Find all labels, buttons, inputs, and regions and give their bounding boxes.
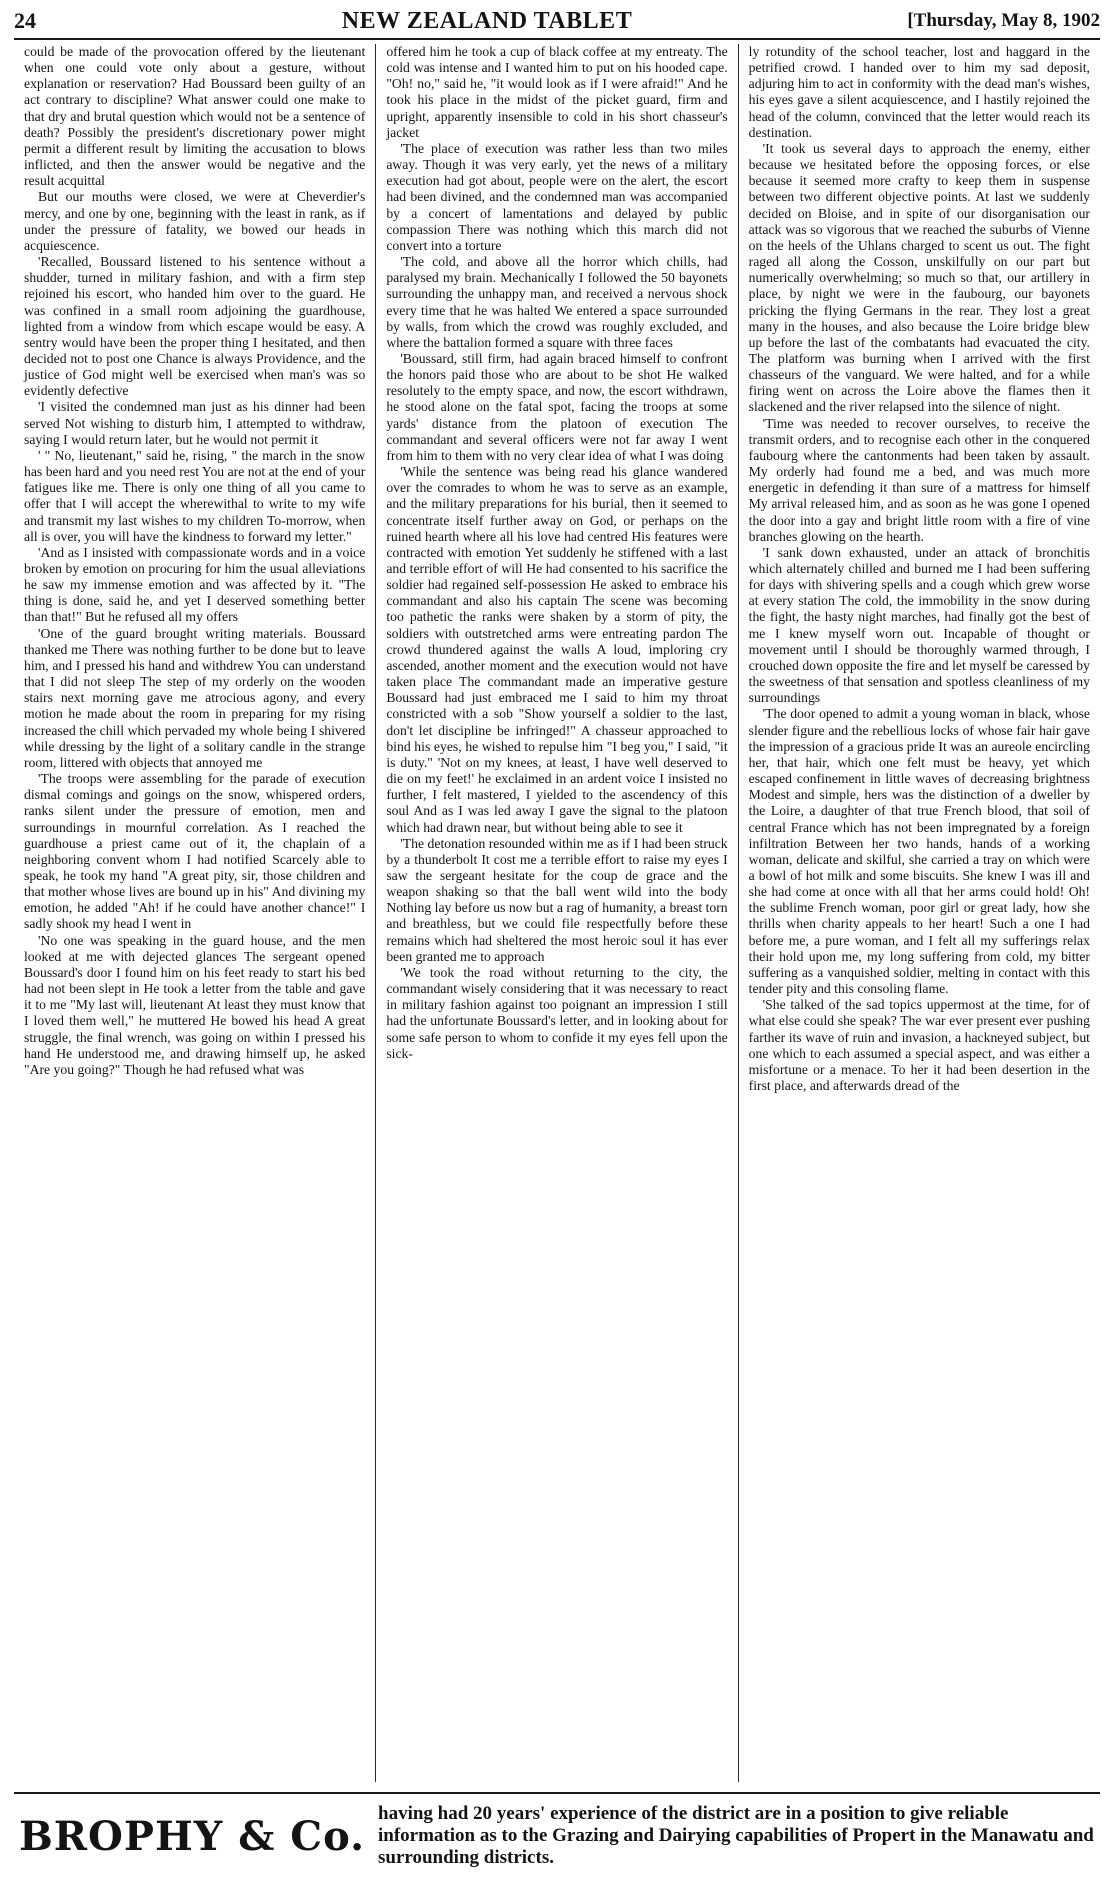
advertiser-name: BROPHY & Co. [18, 1812, 366, 1860]
paragraph: 'While the sentence was being read his glance wandered over the comrades to whom he was to serve as an example, and the military preparations for his burial, then it seemed to concentrate itself further away on God, or perhaps on the ruined hearth where all his love had centred His features were contracted with emotion Yet suddenly he stiffened with a last and terrible effort of will He had consented to his sacrifice the soldier had regained self-possession He asked to embrace his commandant and also his captain The scene was becoming too pathetic the ranks were shaken by a storm of pity, the soldiers with outstretched arms were entreating pardon The crowd thundered against the walls A loud, imploring cry ascended, another moment and the execution would not have taken place The commandant made an imperative gesture Boussard had just embraced me I said to him my throat constricted with a sob "Show yourself a soldier to the last, don't let discipline be infringed!" A chasseur approached to bind his eyes, he wished to repulse him "I beg you," I said, "it is duty." 'Not on my knees, at least, I have well deserved to die on my feet!' he exclaimed in an ardent voice I insisted no further, I felt mastered, I yielded to the ascendency of this soul And as I was led away I gave the signal to the platoon which had drawn near, but without being able to see it [386, 464, 728, 835]
paragraph: 'I sank down exhausted, under an attack of bronchitis which alternately chilled and burned me I had been suffering for days with shivering spells and a cough which grew worse at every station The cold, the immobility in the snow during the fight, the hasty night marches, had finally got the best of me I knew myself worn out. Incapable of thought or movement until I should be thoroughly warmed through, I crouched down opposite the fire and let myself be caressed by the sweetness of that sensation and spotless cleanliness of my surroundings [748, 544, 1090, 706]
paragraph: 'The place of execution was rather less than two miles away. Though it was very early, yet the news of a military execution had got about, people were on the alert, the escort had been divined, and the condemned man was accompanied by a concert of lamentations and delayed by public compassion There was nothing which this march did not convert into a torture [386, 140, 728, 253]
paragraph: could be made of the provocation offered by the lieutenant when one could vote only about a gesture, without explanation or reservation? Had Boussard been guilty of an act contrary to discipline? What answer could one make to that dry and brutal question which would not be a sentence of death? Possibly the president's discretionary power might permit a different result by limiting the accusation to blows inflicted, and then the answer would be negative and the result acquittal [24, 44, 366, 189]
column-3 [738, 44, 1100, 1782]
publication-title: NEW ZEALAND TABLET [341, 7, 633, 34]
page-number: 24 [14, 8, 36, 33]
paragraph: 'The cold, and above all the horror which chills, had paralysed my brain. Mechanically I followed the 50 bayonets surrounding the unhappy man, and received a nervous shock every time that he was halted We entered a space surrounded by walls, from which the crowd was roughly excluded, and where the battalion formed a square with three faces [386, 254, 728, 350]
paragraph: 'The detonation resounded within me as if I had been struck by a thunderbolt It cost me a terrible effort to raise my eyes I saw the sergeant hesitate for the coup de grace and the weapon shaking so that the ball went wild into the body Nothing lay before us now but a rag of humanity, a breast torn and breathless, but we could file respectfully before these remains which had sheltered the most heroic soul it has ever been granted me to approach [386, 835, 728, 964]
paragraph: 'Boussard, still firm, had again braced himself to confront the honors paid those who are about to be shot He walked resolutely to the empty space, and now, the escort withdrawn, he stood alone on the fatal spot, facing the troops at some yards' distance from the platoon of execution The commandant and several officers were not far away I went from him to them with no very clear idea of what I was doing [386, 350, 728, 463]
paragraph: 'One of the guard brought writing materials. Boussard thanked me There was nothing further to be done but to leave him, and I pressed his hand and withdrew You can understand that I did not sleep The step of my orderly on the wooden stairs next morning gave me atrocious agony, and every motion he made about the room in preparing for my rising increased the chill which pervaded my whole being I shivered while dressing by the light of a solitary candle in the strange room, littered with objects that annoyed me [24, 625, 366, 770]
paragraph: 'It took us several days to approach the enemy, either because we hesitated before the opposing forces, or else because it seemed more crafty to keep them in suspense between two different objective points. At last we suddenly decided on Bloise, and in spite of our disorganisation our attack was so vigorous that we reached the suburbs of Vienne on the heels of the Uhlans charged to scent us out. The fight raged all along the Cosson, unskilfully on our part but numerically overwhelming; so much so that, our artillery in place, by night we were in the faubourg, our bayonets pricking the flying Germans in the rear. They lost a great many in the houses, and also because the Loire bridge blew up before the last of the combatants had evacuated the city. The platform was burning when I arrived with the first chasseurs of the vanguard. We were halted, and for a while firing went on across the Loire above the flames then it slackened and the river relapsed into the silence of night. [748, 140, 1090, 415]
paragraph: 'I visited the condemned man just as his dinner had been served Not wishing to disturb him, I attempted to withdraw, saying I would return later, but he would not permit it [24, 399, 366, 447]
paragraph: ' " No, lieutenant," said he, rising, " the march in the snow has been hard and you need rest You are not at the end of your fatigues like me. There is only one thing of all you came to offer that I will accept the wherewithal to write to my wife and transmit my last wishes to my children To-morrow, when all is over, you will have the kindness to forward my letter." [24, 447, 366, 544]
advertisement [14, 1792, 1100, 1878]
paragraph: 'The door opened to admit a young woman in black, whose slender figure and the rebellious locks of whose fair hair gave the impression of a gracious pride It was an aureole encircling her, that hair, which one felt must be heavy, yet which escaped confinement in little waves of decreasing brightness Modest and simple, hers was the distinction of a dweller by the Loire, a daughter of that true French blood, that soil of central France which has not been impregnated by a foreign infiltration Between her two hands, hands of a working woman, delicate and skilful, she carried a tray on which were a bowl of hot milk and some biscuits. She knew I was ill and she had come at once with all that her arms could hold! Oh! the sublime French woman, poor girl or great lady, how she thrills when charity appeals to her heart! Such a one I had before me, a pure woman, and I felt all my sufferings relax their hold upon me, my long suffering from cold, my bitter suffering as a vanquished soldier, melting in contact with this tender pity and this consoling flame. [748, 706, 1090, 997]
paragraph: But our mouths were closed, we were at Cheverdier's mercy, and one by one, beginning with the least in rank, as if under the pressure of fatality, we bowed our heads in acquiescence. [24, 189, 366, 253]
paragraph: 'The troops were assembling for the parade of execution dismal comings and goings on the snow, whispered orders, ranks silent under the pressure of emotion, men and surroundings in mournful correlation. As I reached the guardhouse a priest came out of it, the chaplain of a neighboring convent whom I had notified Scarcely able to speak, he took my hand "A great pity, sir, those children and that mother whose lives are bound up in his" And divining my emotion, he added "Ah! if he could have another chance!" I sadly shook my head I went in [24, 771, 366, 932]
column-2 [375, 44, 737, 1782]
article-columns [14, 44, 1100, 1782]
advertisement-copy: having had 20 years' experience of the district are in a position to give reliable information as to the Grazing and Dairying capabilities of Propert in the Manawatu and surrounding districts. [378, 1803, 1094, 1868]
column-1 [14, 44, 375, 1782]
paragraph: 'No one was speaking in the guard house, and the men looked at me with dejected glances The sergeant opened Boussard's door I found him on his feet ready to start his bed had not been slept in He took a letter from the table and gave it to me "My last will, lieutenant At least they must know that I loved them well," he muttered He bowed his head A great struggle, the final wrench, was going on within I pressed his hand He understood me, and drawing himself up, he asked "Are you going?" Though he had refused what was [24, 932, 366, 1077]
masthead [14, 4, 1100, 40]
paragraph: 'Time was needed to recover ourselves, to receive the transmit orders, and to recognise each other in the conquered faubourg where the cantonments had been taken by assault. My orderly had found me a bed, and was much more energetic in defending it than sure of a mattress for himself My arrival released him, and as soon as he was gone I opened the door into a gay and bright little room with a fire of vine branches glowing on the hearth. [748, 415, 1090, 544]
paragraph: 'And as I insisted with compassionate words and in a voice broken by emotion on procuring for him the usual alleviations he saw my immense emotion and was affected by it. "The thing is done, said he, and yet I deserved something better than that!" But he refused all my offers [24, 544, 366, 625]
paragraph: 'We took the road without returning to the city, the commandant wisely considering that it was necessary to react in military fashion against too poignant an impression I still had the unfortunate Boussard's letter, and in looking about for some safe person to whom to confide it my eyes fell upon the sick- [386, 964, 728, 1061]
paragraph: 'Recalled, Boussard listened to his sentence without a shudder, turned in military fashion, and with a firm step rejoined his escort, who handed him over to the guard. He was confined in a small room adjoining the guardhouse, lighted from a window from which escape would be easy. A sentry would have been the proper thing I hesitated, and then decided not to post one Chance is always Providence, and the justice of God might well be exercised when man's was so evidently defective [24, 254, 366, 399]
paragraph: 'She talked of the sad topics uppermost at the time, for of what else could she speak? The war ever present ever pushing farther its wave of ruin and invasion, a hackneyed subject, but one which to each assumed a special aspect, and was either a misfortune or a menace. To her it had been desertion in the first place, and afterwards dread of the [748, 997, 1090, 1093]
paragraph: offered him he took a cup of black coffee at my entreaty. The cold was intense and I wanted him to put on his hooded cape. "Oh! no," said he, "it would look as if I were afraid!" And he took his place in the midst of the picket guard, firm and upright, apparently insensible to cold in his short chasseur's jacket [386, 44, 728, 140]
paragraph: ly rotundity of the school teacher, lost and haggard in the petrified crowd. I handed over to him my sad deposit, adjuring him to act in conformity with the dead man's wishes, his eyes gave a silent acquiescence, and I hastily rejoined the head of the column, convinced that the letter would reach its destination. [748, 44, 1090, 140]
issue-date: [Thursday, May 8, 1902 [907, 10, 1100, 31]
